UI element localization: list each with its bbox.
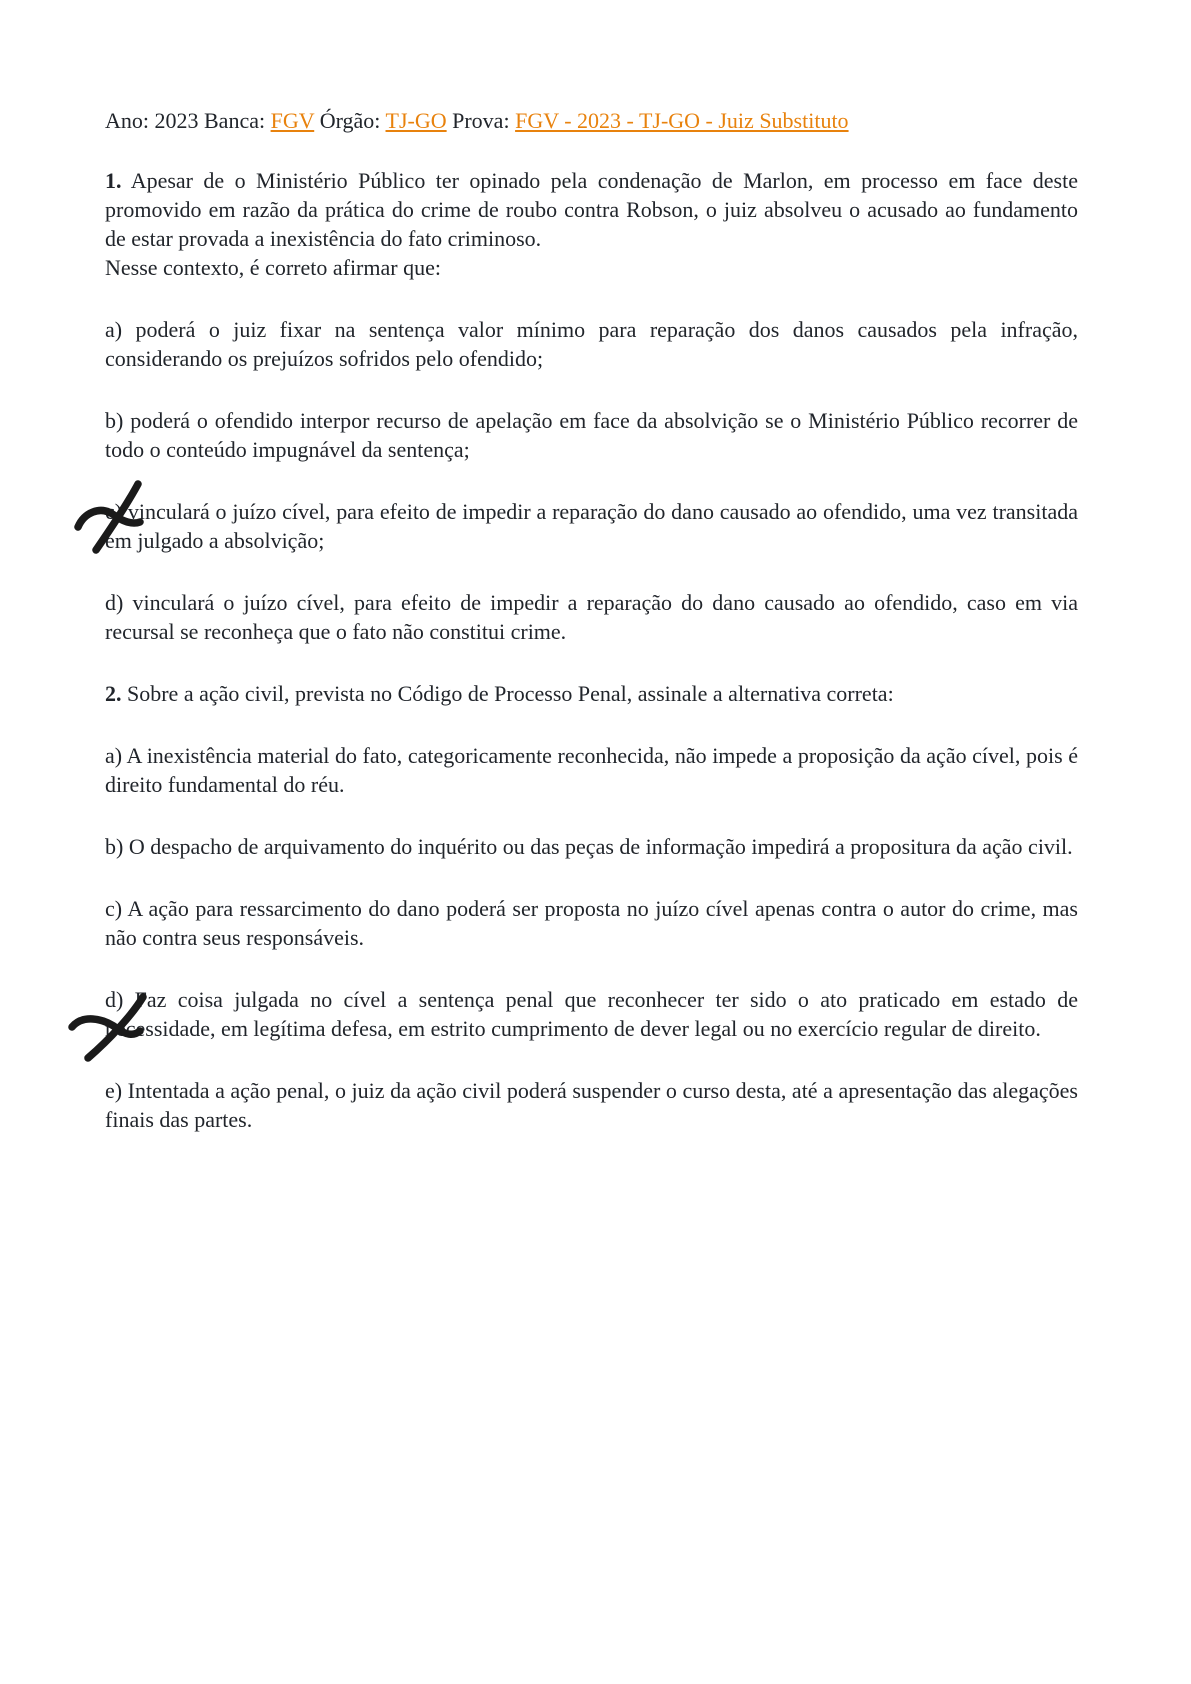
- option-text: Intentada a ação penal, o juiz da ação civil poderá suspender o curso desta, até a apresentação das alegações finais das partes.: [105, 1078, 1078, 1132]
- option-label: a): [105, 317, 123, 342]
- question-2-option-b: [105, 832, 1078, 861]
- option-text: A inexistência material do fato, categoricamente reconhecida, não impede a proposição da ação cível, pois é direito fundamental do réu.: [105, 743, 1078, 797]
- question-1-option-b: [105, 406, 1078, 464]
- option-text: vinculará o juízo cível, para efeito de impedir a reparação do dano causado ao ofendido, uma vez transitada em julgado a absolvição;: [105, 499, 1078, 553]
- option-label: b): [105, 834, 124, 859]
- option-label: a): [105, 743, 123, 768]
- question-1-number: 1.: [105, 168, 122, 193]
- question-2-option-e: [105, 1076, 1078, 1134]
- option-label: e): [105, 1078, 123, 1103]
- question-meta-header: [105, 106, 1078, 135]
- meta-prova-label: Prova:: [446, 108, 516, 133]
- option-label: d): [105, 987, 124, 1012]
- question-1-option-d: [105, 588, 1078, 646]
- question-2-text: Sobre a ação civil, prevista no Código de Processo Penal, assinale a alternativa correta:: [121, 681, 894, 706]
- exam-content: [105, 106, 1078, 1167]
- option-text: Faz coisa julgada no cível a sentença penal que reconhecer ter sido o ato praticado em estado de necessidade, em legítima defesa, em estrito cumprimento de dever legal ou no exercício regular de direito.: [105, 987, 1078, 1041]
- question-2-number: 2.: [105, 681, 122, 706]
- meta-orgao-label: Órgão:: [314, 108, 386, 133]
- option-text: vinculará o juízo cível, para efeito de impedir a reparação do dano causado ao ofendido, caso em via recursal se reconheça que o fato não constitui crime.: [105, 590, 1078, 644]
- question-1-option-c: [105, 497, 1078, 555]
- question-2-option-a: [105, 741, 1078, 799]
- question-2-option-c: [105, 894, 1078, 952]
- question-1-option-a: [105, 315, 1078, 373]
- option-label: d): [105, 590, 124, 615]
- orgao-link[interactable]: TJ-GO: [385, 108, 447, 133]
- question-1-statement: [105, 166, 1078, 282]
- option-label: b): [105, 408, 124, 433]
- prova-link[interactable]: FGV - 2023 - TJ-GO - Juiz Substituto: [515, 108, 849, 133]
- option-text: poderá o ofendido interpor recurso de apelação em face da absolvição se o Ministério Público recorrer de todo o conteúdo impugnável da sentença;: [105, 408, 1078, 462]
- option-label: c): [105, 896, 123, 921]
- option-text: A ação para ressarcimento do dano poderá ser proposta no juízo cível apenas contra o autor do crime, mas não contra seus responsáveis.: [105, 896, 1078, 950]
- option-text: poderá o juiz fixar na sentença valor mínimo para reparação dos danos causados pela infração, considerando os prejuízos sofridos pelo ofendido;: [105, 317, 1078, 371]
- question-2-statement: [105, 679, 1078, 708]
- option-text: O despacho de arquivamento do inquérito ou das peças de informação impedirá a propositura da ação civil.: [123, 834, 1073, 859]
- option-label: c): [105, 499, 123, 524]
- question-1-followup: Nesse contexto, é correto afirmar que:: [105, 255, 441, 280]
- banca-link[interactable]: FGV: [270, 108, 315, 133]
- question-2-option-d: [105, 985, 1078, 1043]
- question-1-text: Apesar de o Ministério Público ter opinado pela condenação de Marlon, em processo em face deste promovido em razão da prática do crime de roubo contra Robson, o juiz absolveu o acusado ao fundamento de estar provada a inexistência do fato criminoso.: [105, 168, 1078, 251]
- meta-ano-banca-label: Ano: 2023 Banca:: [105, 108, 271, 133]
